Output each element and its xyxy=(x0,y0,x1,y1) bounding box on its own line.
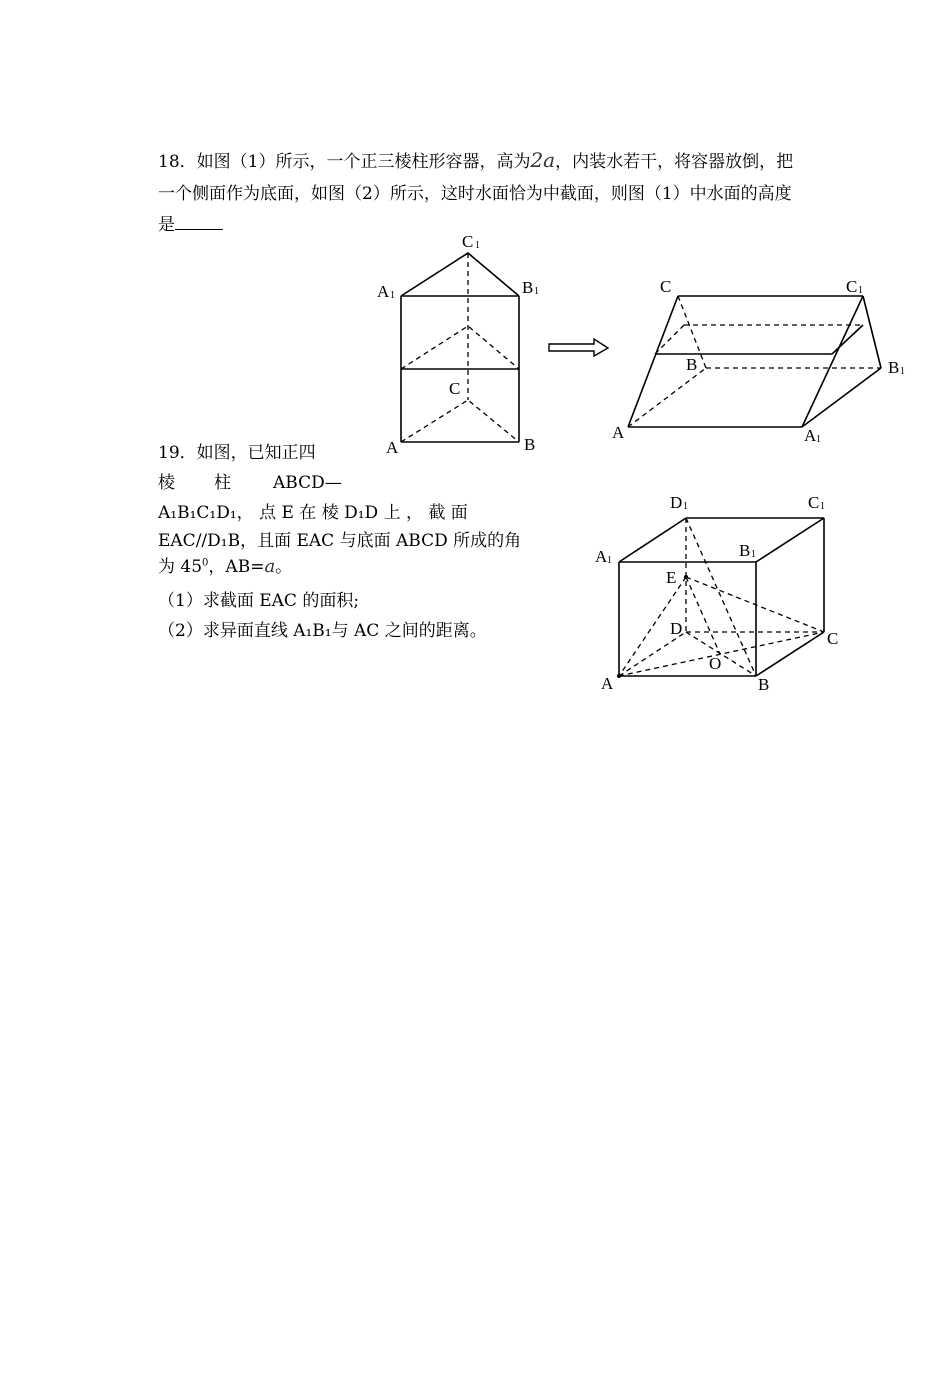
fig3-point-a xyxy=(617,674,621,678)
q19-line4: EAC//D₁B，且面 EAC 与底面 ABCD 所成的角 xyxy=(158,531,522,551)
q19-line1: 19．如图，已知正四 xyxy=(158,443,316,463)
fig3-sub-c1: 1 xyxy=(820,501,825,512)
fig3-sub-d1: 1 xyxy=(683,501,688,512)
fig2-sub-b1: 1 xyxy=(900,366,905,377)
q18-line2: 一个侧面作为底面，如图（2）所示，这时水面恰为中截面，则图（1）中水面的高度 xyxy=(158,184,792,204)
fig3-label-o: O xyxy=(709,654,722,673)
fig3-label-c: C xyxy=(827,629,839,648)
fig2-edge-a1b1 xyxy=(802,368,881,427)
fig3-label-a1: A xyxy=(595,547,608,566)
ab-variable: a xyxy=(264,556,276,577)
fig1-label-a1: A xyxy=(377,282,390,301)
height-variable: 2a xyxy=(530,148,556,172)
q19-prism-name: A₁B₁C₁D₁ xyxy=(158,503,237,523)
fig2-label-b1: B xyxy=(888,358,900,377)
fig3-label-b1: B xyxy=(739,541,751,560)
fig1-sub-a1: 1 xyxy=(390,290,395,301)
fig2-sub-c1: 1 xyxy=(858,285,863,296)
fig1-label-c: C xyxy=(449,379,461,398)
fig2-edge-a1c1 xyxy=(802,296,863,427)
q19-line2-c: ABCD— xyxy=(273,473,342,493)
q18-line3-text: 是 xyxy=(158,215,175,235)
fig2-label-a: A xyxy=(612,423,625,442)
fig2-water-left xyxy=(655,325,684,354)
right-arrow-icon xyxy=(549,339,608,356)
fig1-sub-c1: 1 xyxy=(475,240,480,251)
figure-3-cube xyxy=(595,493,838,694)
fig3-point-e xyxy=(684,575,688,579)
q18-line1-pre: 18．如图（1）所示，一个正三棱柱形容器，高为 xyxy=(158,152,531,172)
fig2-sub-a1: 1 xyxy=(816,434,821,445)
q19-period: 。 xyxy=(275,557,293,577)
figure-2-prism xyxy=(612,277,905,445)
q19-line2-b: 柱 xyxy=(214,473,231,493)
fig3-edge-b1c1 xyxy=(756,518,824,562)
fig3-label-e: E xyxy=(666,568,677,587)
fig3-sub-a1: 1 xyxy=(607,555,612,566)
q18-line1-post: ，内装水若干，将容器放倒，把 xyxy=(555,152,794,172)
figure-1-prism xyxy=(377,232,539,457)
q19-angle: 为 45 xyxy=(158,557,203,577)
fig3-edge-ad xyxy=(619,632,686,676)
fig3-label-a: A xyxy=(601,674,614,693)
fig2-label-c1: C xyxy=(846,277,858,296)
fig3-edge-a1d1 xyxy=(619,518,686,562)
fig1-label-b1: B xyxy=(522,278,534,297)
fig1-water-back xyxy=(401,326,519,369)
fig1-base-back xyxy=(401,400,519,442)
fig1-label-b: B xyxy=(524,435,536,454)
fig2-label-a1: A xyxy=(804,426,817,445)
fig2-edge-c1b1 xyxy=(863,296,881,368)
fig3-label-d: D xyxy=(670,619,683,638)
fig2-label-c: C xyxy=(660,277,672,296)
fig3-label-c1: C xyxy=(808,493,820,512)
fig1-label-c1: C xyxy=(462,232,474,251)
q19-part2: （2）求异面直线 A₁B₁与 AC 之间的距离。 xyxy=(158,621,487,641)
fig1-sub-b1: 1 xyxy=(534,286,539,297)
q19-line2-a: 棱 xyxy=(158,473,175,493)
fig3-label-b: B xyxy=(758,675,770,694)
fig3-label-d1: D xyxy=(670,493,683,512)
fig3-line-ec xyxy=(686,577,824,632)
q19-part1: （1）求截面 EAC 的面积; xyxy=(158,591,360,611)
fig3-sub-b1: 1 xyxy=(751,549,756,560)
degree-sup: 0 xyxy=(202,557,209,569)
q19-line3-rest: ， 点 E 在 棱 D₁D 上 ， 截 面 xyxy=(236,503,468,523)
fig1-label-a: A xyxy=(386,438,399,457)
fig3-edge-bc xyxy=(756,632,824,676)
fig2-label-b: B xyxy=(686,355,698,374)
q19-ab: ，AB= xyxy=(208,557,265,577)
fig1-top-triangle xyxy=(401,253,519,296)
fig3-diag-ac xyxy=(619,632,824,676)
